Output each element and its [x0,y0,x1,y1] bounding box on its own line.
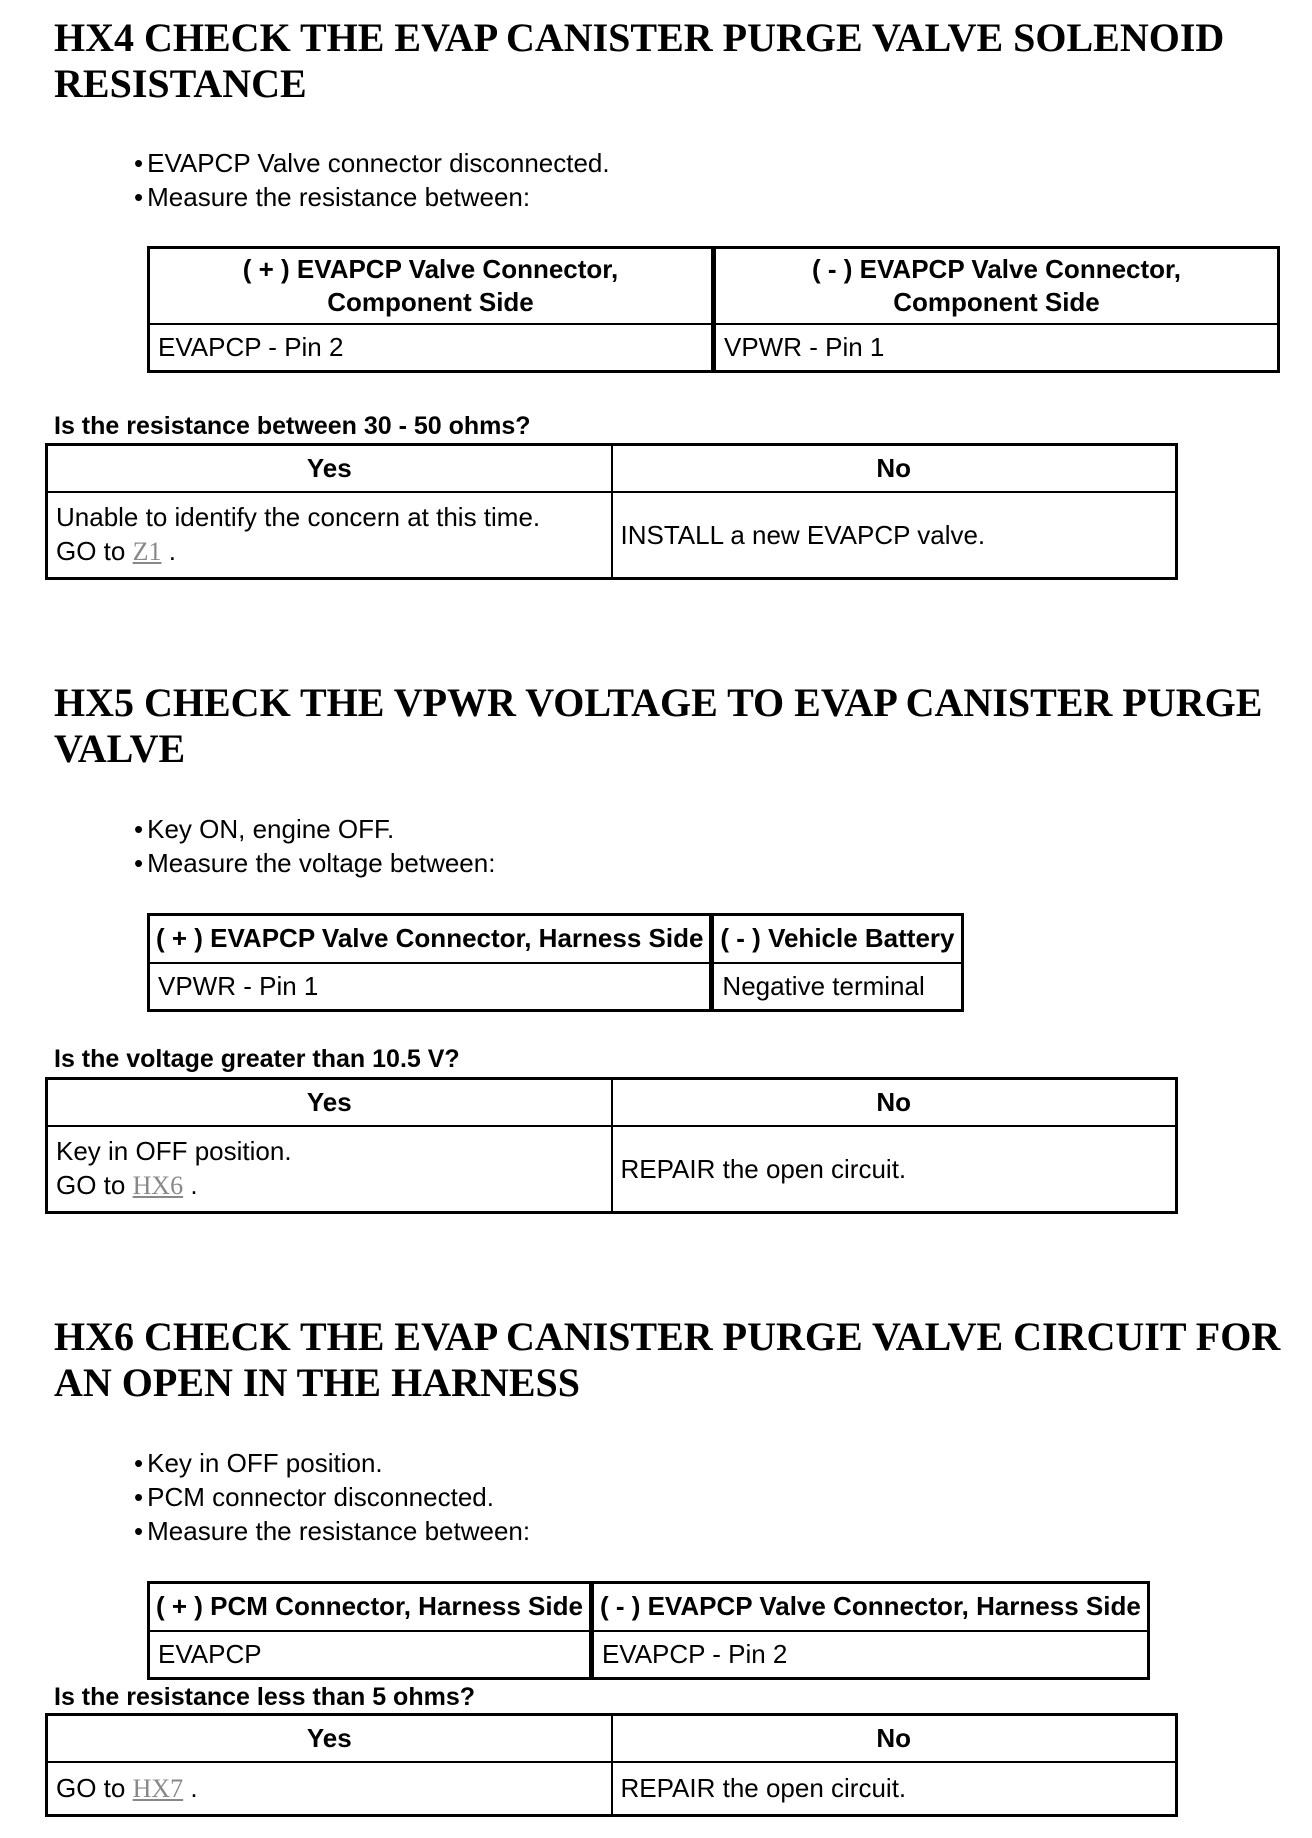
goto-prefix: GO to [56,1170,126,1201]
measure-header-positive [149,248,714,325]
header-line: ( - ) EVAPCP Valve Connector, [812,254,1181,284]
section-hx5-title: HX5 CHECK THE VPWR VOLTAGE TO EVAP CANISTER PURGE VALVE [54,680,1263,771]
step-item: • Key in OFF position. [134,1446,530,1480]
section-hx4-question: Is the resistance between 30 - 50 ohms? [54,412,531,440]
yes-cell [47,1126,612,1212]
header-line: ( + ) EVAPCP Valve Connector, [242,254,619,284]
goto-hx7-link[interactable]: HX7 [132,1773,184,1803]
section-hx4-title: HX4 CHECK THE EVAP CANISTER PURGE VALVE SOLENOID RESISTANCE [54,15,1225,106]
section-hx6-title: HX6 CHECK THE EVAP CANISTER PURGE VALVE CIRCUIT FOR AN OPEN IN THE HARNESS [54,1314,1281,1405]
measure-header-negative [714,248,1279,325]
section-hx6-steps [134,1446,530,1548]
goto-prefix: GO to [56,536,126,567]
step-item: • EVAPCP Valve connector disconnected. [134,146,610,180]
section-hx5-question: Is the voltage greater than 10.5 V? [54,1045,460,1073]
section-hx5-answer-table [45,1077,1178,1214]
goto-z1-link[interactable]: Z1 [132,537,162,567]
section-hx5-measure-table [147,913,964,1012]
no-header: No [612,1715,1177,1763]
measure-value-positive: EVAPCP - Pin 2 [149,324,714,371]
measure-header-positive: ( + ) EVAPCP Valve Connector, Harness Side [149,915,712,963]
header-line: Component Side [893,287,1100,317]
section-hx6-question: Is the resistance less than 5 ohms? [54,1683,475,1711]
measure-value-positive: VPWR - Pin 1 [149,963,712,1011]
step-item: • Measure the resistance between: [134,180,610,214]
measure-value-negative: VPWR - Pin 1 [714,324,1279,371]
yes-cell [47,492,612,578]
no-header: No [612,1079,1177,1127]
goto-hx6-link[interactable]: HX6 [132,1171,184,1201]
measure-value-negative: EVAPCP - Pin 2 [591,1631,1148,1679]
step-item: • Key ON, engine OFF. [134,812,495,846]
goto-suffix: . [190,1772,198,1803]
measure-value-negative: Negative terminal [712,963,962,1011]
measure-header-negative: ( - ) EVAPCP Valve Connector, Harness Side [591,1583,1148,1631]
yes-header: Yes [47,1079,612,1127]
measure-value-positive: EVAPCP [149,1631,592,1679]
goto-prefix: GO to [56,1772,126,1803]
section-hx6-answer-table [45,1713,1178,1817]
section-hx4-answer-table [45,443,1178,580]
no-header: No [612,445,1177,493]
section-hx5-steps [134,812,495,880]
goto-suffix: . [190,1170,198,1201]
step-item: • PCM connector disconnected. [134,1480,530,1514]
step-item: • Measure the voltage between: [134,846,495,880]
yes-cell [47,1762,612,1815]
header-line: Component Side [327,287,534,317]
section-hx6-measure-table [147,1581,1150,1680]
no-cell: REPAIR the open circuit. [612,1126,1177,1212]
section-hx4-measure-table [147,246,1280,373]
yes-text: Unable to identify the concern at this time. [56,502,541,533]
section-hx4-steps [134,146,610,214]
goto-suffix: . [168,536,176,567]
yes-header: Yes [47,1715,612,1763]
no-cell: INSTALL a new EVAPCP valve. [612,492,1177,578]
measure-header-negative: ( - ) Vehicle Battery [712,915,962,963]
yes-header: Yes [47,445,612,493]
yes-text: Key in OFF position. [56,1136,292,1167]
no-cell: REPAIR the open circuit. [612,1762,1177,1815]
step-item: • Measure the resistance between: [134,1514,530,1548]
measure-header-positive: ( + ) PCM Connector, Harness Side [149,1583,592,1631]
